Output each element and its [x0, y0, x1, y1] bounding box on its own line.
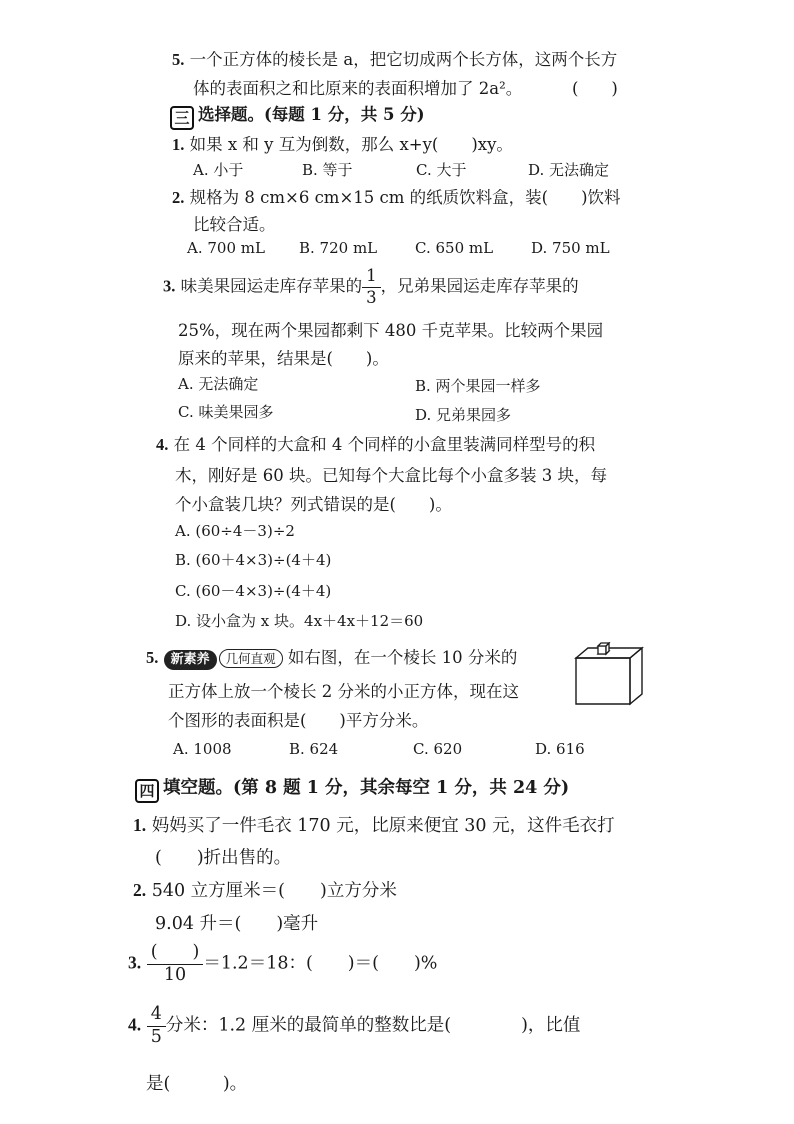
option-c[interactable]: C. 大于	[416, 161, 467, 179]
option-c[interactable]: C. 620	[413, 740, 463, 758]
fraction-one-third	[362, 268, 381, 306]
cube-figure	[574, 642, 644, 706]
section-4-badge: 四	[135, 779, 159, 803]
question-text-line1: 一个正方体的棱长是 a，把它切成两个长方体，这两个长方	[189, 50, 618, 69]
fraction-numerator: 4	[147, 1006, 166, 1027]
fraction-denominator: 3	[366, 287, 377, 307]
option-b[interactable]: B. 两个果园一样多	[415, 377, 541, 395]
option-a[interactable]: A. 1008	[173, 740, 232, 758]
new-literacy-badge: 新素养	[164, 650, 217, 670]
question-text-line2: ( )折出售的。	[155, 848, 292, 868]
question-number: 5.	[172, 50, 185, 69]
question-text-line1: 如右图，在一个棱长 10 分米的	[287, 648, 518, 667]
question-text-line3: 个小盒装几块？列式错误的是( )。	[175, 495, 452, 514]
question-number: 4.	[128, 1014, 142, 1035]
fraction-denominator: 5	[150, 1026, 162, 1047]
question-text-line2: 正方体上放一个棱长 2 分米的小正方体，现在这	[168, 682, 519, 701]
question-text-line1: 在 4 个同样的大盒和 4 个同样的小盒里装满同样型号的积	[173, 435, 596, 454]
large-cube	[576, 648, 642, 704]
question-text-line1: 分米：1.2 厘米的最简单的整数比是( )，比值	[165, 1015, 581, 1036]
mc-question-5	[146, 644, 517, 670]
geometry-intuition-badge: 几何直观	[219, 649, 283, 668]
tf-question-5-line2	[193, 75, 522, 99]
question-number: 2.	[172, 188, 185, 207]
question-text-line1: 妈妈买了一件毛衣 170 元，比原来便宜 30 元，这件毛衣打	[151, 816, 615, 836]
section-3-title: 选择题。(每题 1 分，共 5 分)	[198, 105, 425, 124]
question-text-line2: 体的表面积之和比原来的表面积增加了 2a²。	[193, 79, 523, 98]
fraction-numerator: 1	[362, 268, 381, 288]
option-b[interactable]: B. 624	[289, 740, 339, 758]
question-text-line3: 个图形的表面积是( )平方分米。	[168, 711, 429, 730]
option-c[interactable]: C. (60－4×3)÷(4＋4)	[175, 582, 332, 600]
option-d[interactable]: D. 无法确定	[528, 161, 610, 179]
question-text-line1: 540 立方厘米＝( )立方分米	[151, 881, 397, 901]
option-d[interactable]: D. 设小盒为 x 块。4x＋4x＋12＝60	[175, 612, 424, 630]
option-a[interactable]: A. 无法确定	[178, 375, 259, 393]
fraction-numerator[interactable]: ( )	[147, 944, 204, 965]
mc-question-3	[163, 268, 579, 306]
option-d[interactable]: D. 616	[535, 740, 585, 758]
option-b[interactable]: B. (60＋4×3)÷(4＋4)	[175, 551, 332, 569]
option-c[interactable]: C. 味美果园多	[178, 403, 274, 421]
fill-question-1	[133, 812, 615, 837]
tf-question-5	[172, 46, 617, 70]
question-text-line2: 木，刚好是 60 块。已知每个大盒比每个小盒多装 3 块，每	[175, 466, 607, 485]
small-cube	[598, 643, 609, 654]
question-text-line2: 比较合适。	[193, 215, 276, 234]
fill-question-2	[133, 877, 397, 902]
question-number: 2.	[133, 880, 147, 900]
question-text-pre: 味美果园运走库存苹果的	[180, 276, 363, 296]
question-text-line3: 原来的苹果，结果是( )。	[178, 349, 389, 368]
question-text: 如果 x 和 y 互为倒数，那么 x+y( )xy。	[189, 135, 513, 154]
option-a[interactable]: A. 小于	[193, 161, 244, 179]
section-3-header	[170, 101, 425, 130]
question-text-line1: 规格为 8 cm×6 cm×15 cm 的纸质饮料盒，装( )饮料	[189, 188, 621, 207]
question-text-line2: 是( )。	[146, 1074, 248, 1094]
equation-rest: ＝1.2＝18：( )＝( )%	[203, 953, 438, 974]
question-number: 1.	[172, 135, 185, 154]
option-b[interactable]: B. 720 mL	[299, 239, 378, 257]
question-number: 1.	[133, 815, 147, 835]
answer-paren[interactable]: ( )	[572, 79, 618, 98]
question-number: 5.	[146, 648, 159, 667]
mc-question-2	[172, 184, 621, 208]
mc-question-1	[172, 131, 513, 155]
fraction-blank-over-ten	[147, 944, 204, 984]
option-b[interactable]: B. 等于	[302, 161, 353, 179]
option-d[interactable]: D. 兄弟果园多	[415, 406, 512, 424]
fraction-denominator: 10	[163, 964, 187, 985]
fraction-four-fifths	[147, 1006, 166, 1046]
option-c[interactable]: C. 650 mL	[415, 239, 494, 257]
option-a[interactable]: A. (60÷4－3)÷2	[175, 522, 295, 540]
mc-question-4	[156, 431, 595, 455]
question-number: 3.	[163, 276, 176, 296]
fill-question-3	[128, 944, 437, 984]
section-4-title: 填空题。(第 8 题 1 分，其余每空 1 分，共 24 分)	[163, 778, 570, 798]
section-4-header	[135, 774, 569, 803]
option-a[interactable]: A. 700 mL	[187, 239, 265, 257]
question-text-line2: 25%，现在两个果园都剩下 480 千克苹果。比较两个果园	[178, 321, 604, 340]
question-number: 4.	[156, 435, 169, 454]
question-number: 3.	[128, 952, 142, 973]
option-d[interactable]: D. 750 mL	[531, 239, 610, 257]
question-text-post: ，兄弟果园运走库存苹果的	[380, 276, 579, 296]
section-3-badge: 三	[170, 106, 194, 130]
question-text-line2: 9.04 升＝( )毫升	[155, 914, 319, 934]
fill-question-4	[128, 1006, 580, 1046]
